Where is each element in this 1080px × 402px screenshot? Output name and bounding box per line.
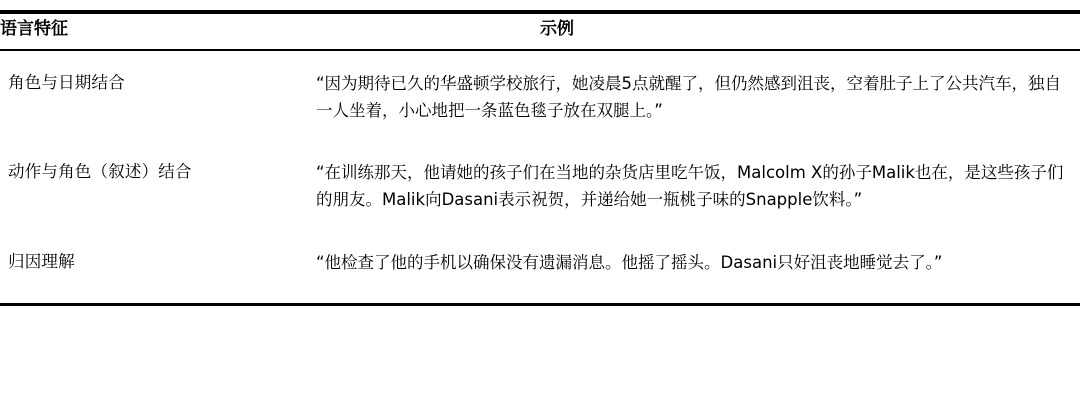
table-header-row bbox=[0, 14, 1080, 49]
example-text: “在训练那天，他请她的孩子们在当地的杂货店里吃午饭，Malcolm X的孙子Malik也在，是这些孩子们的朋友。Malik向Dasani表示祝贺，并递给她一瓶桃子味的Snapple饮料。” bbox=[316, 163, 1064, 210]
feature-label: 角色与日期结合 bbox=[8, 73, 125, 92]
feature-label: 动作与角色（叙述）结合 bbox=[8, 162, 192, 182]
column-header-example: 示例 bbox=[540, 19, 574, 39]
feature-label: 归因理解 bbox=[8, 251, 75, 271]
table-head bbox=[0, 14, 1080, 49]
table-row bbox=[0, 51, 1080, 142]
example-text: “他检查了他的手机以确保没有遗漏消息。他摇了摇头。Dasani只好沮丧地睡觉去了。” bbox=[316, 252, 943, 272]
table-bottom-rule bbox=[0, 303, 1080, 306]
example-text: “因为期待已久的华盛顿学校旅行，她凌晨5点就醒了，但仍然感到沮丧，空着肚子上了公共汽车，独自一人坐着，小心地把一条蓝色毯子放在双腿上。” bbox=[316, 74, 1062, 120]
table-row bbox=[0, 142, 1080, 231]
column-header-feature: 语言特征 bbox=[0, 19, 68, 39]
linguistic-features-table bbox=[0, 14, 1080, 49]
table-row bbox=[0, 232, 1080, 303]
top-spacer bbox=[0, 0, 1080, 10]
table-body bbox=[0, 51, 1080, 303]
linguistic-features-table-body bbox=[0, 51, 1080, 303]
